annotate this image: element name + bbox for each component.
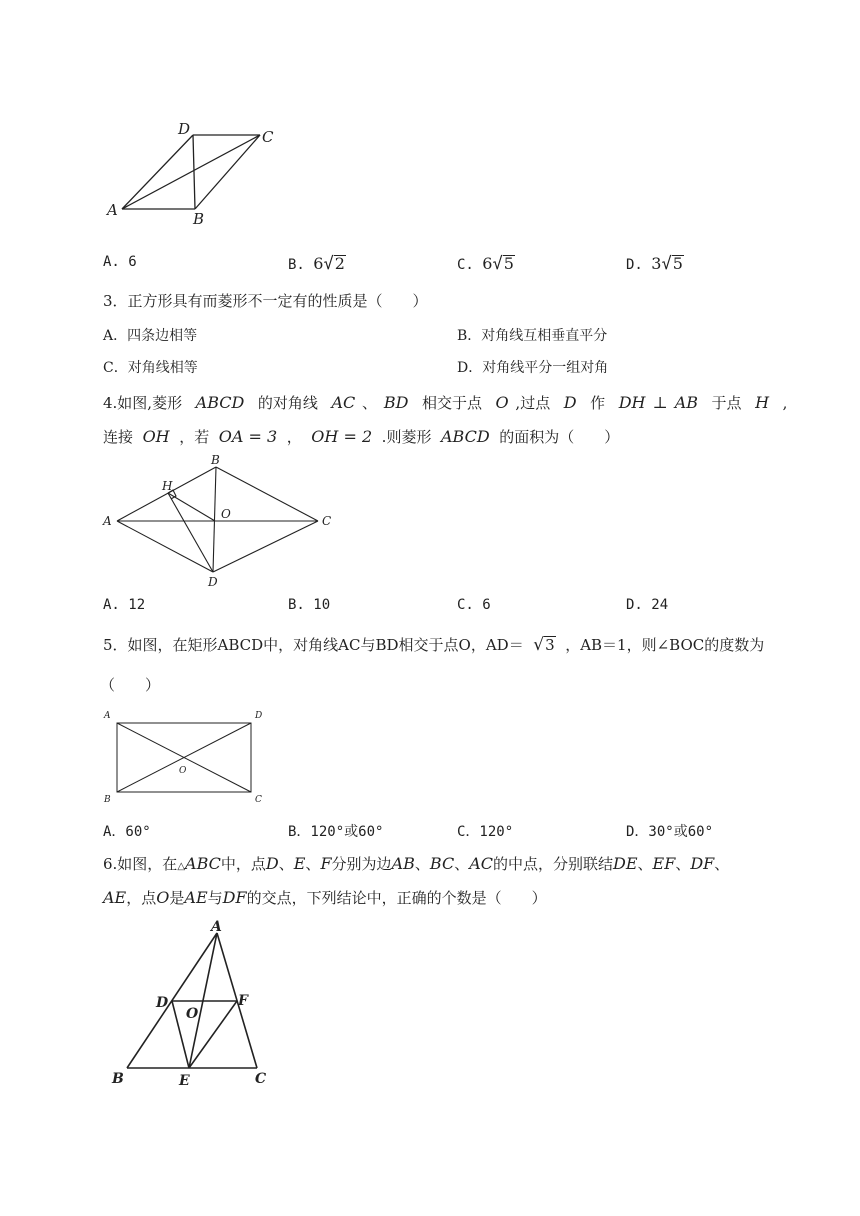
label-o: O — [221, 507, 231, 521]
label-a: A — [211, 919, 222, 935]
q4-stem-line2: 连接 OH ，若 OA = 3 ， OH = 2 .则菱形 ABCD 的面积为（ ） — [103, 427, 620, 446]
q3-option-b[interactable]: B．对角线互相垂直平分 — [457, 328, 608, 344]
label-a: A — [107, 201, 118, 219]
diagonal-bd — [193, 135, 195, 209]
q2-option-a[interactable]: A. 6 — [103, 254, 137, 270]
label-d: D — [255, 711, 263, 721]
q2-option-c[interactable]: C. 6√5 — [457, 254, 514, 274]
label-a: A — [104, 711, 111, 721]
diagonal-ac — [122, 135, 260, 209]
label-c: C — [262, 128, 274, 146]
q3-option-d[interactable]: D．对角线平分一组对角 — [457, 360, 609, 376]
q3-stem: 3．正方形具有而菱形不一定有的性质是（ ） — [103, 292, 428, 310]
label-d: D — [208, 575, 218, 589]
q5-option-c[interactable]: C．120° — [457, 824, 514, 840]
side-bc — [216, 467, 318, 521]
side-da — [122, 135, 193, 209]
side-bc — [195, 135, 260, 209]
label-d: D — [156, 995, 169, 1011]
label-c: C — [255, 1071, 267, 1087]
q5-option-a[interactable]: A．60° — [103, 824, 151, 840]
q4-option-b[interactable]: B. 10 — [288, 597, 331, 613]
q4-option-c[interactable]: C. 6 — [457, 597, 491, 613]
rectangle-figure — [100, 705, 275, 810]
label-e: E — [179, 1073, 190, 1089]
label-b: B — [193, 210, 205, 228]
q4-option-d[interactable]: D. 24 — [626, 597, 669, 613]
label-b: B — [112, 1071, 124, 1087]
label-c: C — [322, 514, 332, 528]
q5-option-b[interactable]: B．120°或60° — [288, 824, 384, 840]
q6-stem-line1: 6.如图，在△ABC中，点D、E、F分别为边AB、BC、AC的中点，分别联结DE、EF、DF、 — [103, 854, 730, 873]
q5-stem-line1: 5．如图，在矩形ABCD中，对角线AC与BD相交于点O，AD＝ √3 ，AB＝1，则∠BOC的度数为 — [103, 635, 765, 655]
q5-stem-line2: （ ） — [100, 676, 161, 694]
label-o: O — [186, 1006, 199, 1022]
label-d: D — [178, 120, 191, 138]
q4-option-a[interactable]: A. 12 — [103, 597, 146, 613]
q3-option-c[interactable]: C．对角线相等 — [103, 360, 198, 376]
q6-stem-line2: AE，点O是AE与DF的交点，下列结论中，正确的个数是（ ） — [103, 888, 547, 907]
sqrt-symbol: √5 — [661, 254, 683, 274]
sqrt-symbol: √2 — [323, 254, 345, 274]
label-o: O — [179, 766, 187, 776]
label-b: B — [104, 795, 111, 805]
q3-option-a[interactable]: A．四条边相等 — [103, 328, 198, 344]
sqrt-symbol: √3 — [533, 635, 555, 655]
side-cd — [213, 521, 318, 572]
label-f: F — [238, 993, 248, 1009]
sqrt-symbol: √5 — [492, 254, 514, 274]
label-a: A — [103, 514, 112, 528]
label-h: H — [162, 479, 173, 493]
label-c: C — [255, 795, 262, 805]
triangle-figure — [100, 915, 280, 1095]
q2-option-d[interactable]: D. 3√5 — [626, 254, 683, 274]
q5-option-d[interactable]: D．30°或60° — [626, 824, 714, 840]
label-b: B — [211, 453, 220, 467]
q2-option-b[interactable]: B. 6√2 — [288, 254, 345, 274]
q4-stem-line1: 4.如图,菱形 ABCD 的对角线 AC 、 BD 相交于点 O ,过点 D 作 DH ⊥ AB 于点 H , — [103, 393, 788, 412]
rhombus-figure — [100, 452, 345, 592]
parallelogram-figure — [100, 120, 290, 230]
